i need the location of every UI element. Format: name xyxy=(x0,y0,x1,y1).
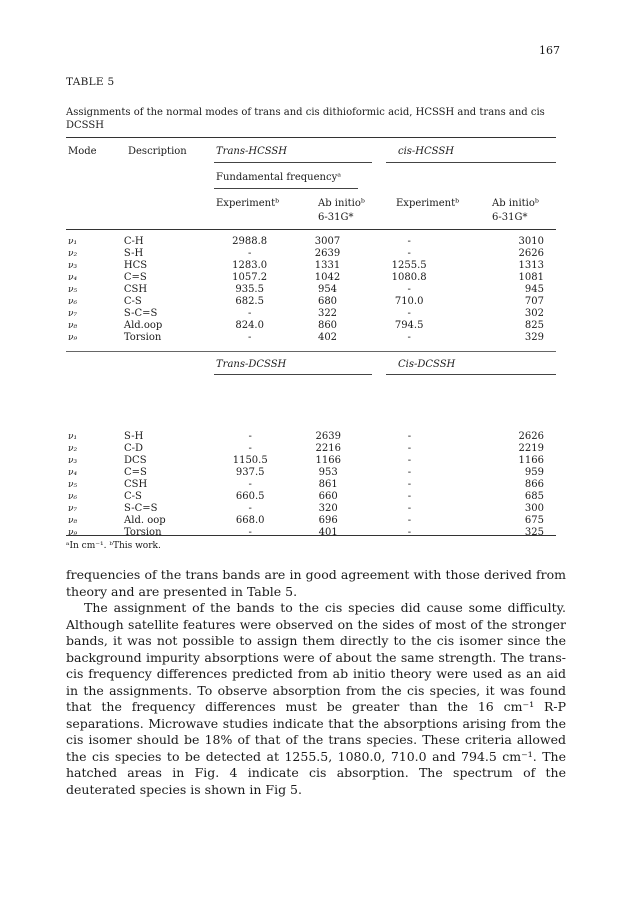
cis-abinitio-cell: 1081 xyxy=(518,272,544,283)
trans-experiment-cell: - xyxy=(247,308,252,319)
header-basis-trans: 6-31G* xyxy=(318,212,354,223)
cis-abinitio-cell: 1313 xyxy=(518,260,544,271)
group-rule-trans-dcssh xyxy=(214,374,372,375)
description-cell: DCS xyxy=(124,455,147,466)
trans-experiment-cell: 1057.2 xyxy=(232,272,268,283)
cis-experiment-cell: 794.5 xyxy=(394,320,424,331)
header-mode: Mode xyxy=(68,146,97,157)
header-cis-dcssh: Cis-DCSSH xyxy=(398,359,456,370)
table-row xyxy=(66,443,556,455)
trans-experiment-cell: - xyxy=(248,503,252,514)
mode-cell: ν₅ xyxy=(68,285,78,295)
trans-experiment-cell: - xyxy=(247,248,252,259)
mode-cell: ν₂ xyxy=(68,444,78,454)
cis-experiment-cell: - xyxy=(407,284,411,295)
header-basis-cis: 6-31G* xyxy=(492,212,528,223)
group-rule-cis xyxy=(386,162,556,163)
trans-experiment-cell: 660.5 xyxy=(235,491,265,502)
cis-abinitio-cell: 2219 xyxy=(518,443,544,454)
description-cell: C-S xyxy=(123,296,142,307)
description-cell: S-C=S xyxy=(124,503,158,514)
cis-experiment-cell: - xyxy=(407,248,411,259)
trans-abinitio-cell: 954 xyxy=(317,284,338,295)
cis-experiment-cell: - xyxy=(407,431,412,442)
cis-abinitio-cell: 1166 xyxy=(518,455,544,466)
cis-abinitio-cell: 825 xyxy=(524,320,544,331)
description-cell: HCS xyxy=(123,260,148,271)
mode-cell: ν₇ xyxy=(68,309,78,319)
trans-abinitio-cell: 322 xyxy=(317,308,338,319)
dcssh-data-table xyxy=(66,431,556,539)
trans-abinitio-cell: 660 xyxy=(318,491,338,502)
mode-cell: ν₈ xyxy=(68,321,78,331)
header-trans-hcssh: Trans-HCSSH xyxy=(216,146,287,157)
table-caption: Assignments of the normal modes of trans and cis dithioformic acid, HCSSH and trans and cis DCSSH xyxy=(66,107,545,131)
page-number: 167 xyxy=(539,44,560,57)
fundamental-rule xyxy=(214,188,358,189)
paragraph-1: frequencies of the trans bands are in good agreement with those derived from theory and are presented in Table 5. xyxy=(66,567,566,599)
description-cell: Torsion xyxy=(123,332,162,343)
trans-abinitio-cell: 320 xyxy=(318,503,338,514)
mode-cell: ν₉ xyxy=(68,333,78,343)
table-row xyxy=(66,236,556,248)
description-cell: C-D xyxy=(124,443,144,454)
trans-abinitio-cell: 860 xyxy=(317,320,338,331)
mode-cell: ν₉ xyxy=(68,528,78,538)
description-cell: C-S xyxy=(124,491,142,502)
description-cell: S-H xyxy=(124,431,144,442)
header-cis-hcssh: cis-HCSSH xyxy=(398,146,454,157)
trans-abinitio-cell: 1042 xyxy=(314,272,341,283)
trans-abinitio-cell: 1166 xyxy=(315,455,341,466)
description-cell: S-C=S xyxy=(123,308,158,319)
trans-experiment-cell: 935.5 xyxy=(235,284,264,295)
table-row xyxy=(66,479,556,491)
description-cell: CSH xyxy=(124,479,148,490)
table-row xyxy=(66,431,556,443)
table-row xyxy=(66,284,556,296)
dcssh-rows xyxy=(66,431,556,539)
table-top-rule xyxy=(66,137,556,138)
cis-experiment-cell: - xyxy=(407,527,412,538)
trans-experiment-cell: - xyxy=(248,443,252,454)
section-rule xyxy=(66,351,556,352)
description-cell: Ald. oop xyxy=(124,515,166,526)
table-row xyxy=(66,491,556,503)
trans-abinitio-cell: 1331 xyxy=(314,260,341,271)
cis-experiment-cell: - xyxy=(407,467,412,478)
mode-cell: ν₁ xyxy=(68,237,78,247)
table-row xyxy=(66,467,556,479)
cis-abinitio-cell: 300 xyxy=(524,503,544,514)
mode-cell: ν₅ xyxy=(68,480,78,490)
cis-abinitio-cell: 2626 xyxy=(518,431,544,442)
header-fundamental-frequency: Fundamental frequencyᵃ xyxy=(216,172,342,183)
description-cell: S-H xyxy=(123,248,144,259)
header-experiment-cis: Experimentᵇ xyxy=(396,198,460,209)
mode-cell: ν₄ xyxy=(68,468,78,478)
header-description: Description xyxy=(128,146,187,157)
mode-cell: ν₂ xyxy=(68,249,78,259)
trans-abinitio-cell: 402 xyxy=(317,332,338,343)
cis-abinitio-cell: 959 xyxy=(524,467,544,478)
trans-experiment-cell: - xyxy=(247,332,252,343)
cis-experiment-cell: - xyxy=(407,236,411,247)
cis-abinitio-cell: 675 xyxy=(524,515,544,526)
cis-abinitio-cell: 685 xyxy=(524,491,544,502)
mode-cell: ν₁ xyxy=(68,432,78,442)
table-row xyxy=(66,455,556,467)
trans-abinitio-cell: 953 xyxy=(318,467,338,478)
cis-experiment-cell: - xyxy=(407,308,411,319)
trans-experiment-cell: 2988.8 xyxy=(232,236,268,247)
trans-experiment-cell: - xyxy=(248,527,252,538)
trans-experiment-cell: 682.5 xyxy=(235,296,264,307)
table-row xyxy=(66,272,556,284)
cis-experiment-cell: - xyxy=(407,332,411,343)
description-cell: CSH xyxy=(123,284,148,295)
table-row xyxy=(66,320,556,332)
cis-experiment-cell: - xyxy=(407,491,412,502)
hcssh-data-table xyxy=(66,236,556,344)
trans-abinitio-cell: 401 xyxy=(318,527,338,538)
trans-abinitio-cell: 2639 xyxy=(315,431,341,442)
group-rule-trans xyxy=(214,162,372,163)
table-bottom-rule xyxy=(66,535,556,536)
table-row xyxy=(66,308,556,320)
mode-cell: ν₆ xyxy=(68,492,78,502)
body-text xyxy=(66,567,566,798)
table-row xyxy=(66,260,556,272)
cis-experiment-cell: 710.0 xyxy=(394,296,424,307)
table-row xyxy=(66,527,556,539)
cis-experiment-cell: 1255.5 xyxy=(391,260,427,271)
table-footnote: ᵃIn cm⁻¹. ᵇThis work. xyxy=(66,541,161,551)
header-abinitio-cis: Ab initioᵇ xyxy=(492,198,539,209)
mode-cell: ν₄ xyxy=(68,273,78,283)
header-trans-dcssh: Trans-DCSSH xyxy=(216,359,287,370)
cis-experiment-cell: - xyxy=(407,479,412,490)
mode-cell: ν₇ xyxy=(68,504,78,514)
trans-experiment-cell: - xyxy=(248,479,252,490)
trans-abinitio-cell: 680 xyxy=(317,296,338,307)
table-row xyxy=(66,296,556,308)
trans-experiment-cell: 668.0 xyxy=(235,515,265,526)
cis-experiment-cell: - xyxy=(407,455,412,466)
cis-abinitio-cell: 866 xyxy=(524,479,544,490)
trans-abinitio-cell: 2216 xyxy=(315,443,341,454)
cis-experiment-cell: 1080.8 xyxy=(391,272,427,283)
description-cell: C=S xyxy=(123,272,147,283)
mode-cell: ν₃ xyxy=(68,456,78,466)
header-experiment-trans: Experimentᵇ xyxy=(216,198,280,209)
cis-abinitio-cell: 945 xyxy=(524,284,544,295)
cis-abinitio-cell: 707 xyxy=(524,296,544,307)
mode-cell: ν₈ xyxy=(68,516,78,526)
trans-experiment-cell: 824.0 xyxy=(235,320,264,331)
trans-abinitio-cell: 2639 xyxy=(314,248,341,259)
header-abinitio-trans: Ab initioᵇ xyxy=(318,198,365,209)
mode-cell: ν₃ xyxy=(68,261,78,271)
cis-experiment-cell: - xyxy=(407,503,412,514)
table-row xyxy=(66,248,556,260)
cis-abinitio-cell: 325 xyxy=(524,527,544,538)
trans-abinitio-cell: 3007 xyxy=(314,236,341,247)
description-cell: C=S xyxy=(124,467,147,478)
table-row xyxy=(66,332,556,344)
cis-experiment-cell: - xyxy=(407,515,412,526)
cis-abinitio-cell: 2626 xyxy=(518,248,544,259)
trans-experiment-cell: 1283.0 xyxy=(232,260,268,271)
mode-cell: ν₆ xyxy=(68,297,78,307)
header-bottom-rule xyxy=(66,229,556,230)
trans-experiment-cell: 937.5 xyxy=(235,467,265,478)
table-row xyxy=(66,515,556,527)
trans-abinitio-cell: 861 xyxy=(318,479,338,490)
trans-experiment-cell: - xyxy=(248,431,252,442)
table-label: TABLE 5 xyxy=(66,76,115,88)
description-cell: C-H xyxy=(123,236,144,247)
table-row xyxy=(66,503,556,515)
description-cell: Torsion xyxy=(124,527,162,538)
description-cell: Ald.oop xyxy=(123,320,163,331)
cis-abinitio-cell: 302 xyxy=(524,308,544,319)
hcssh-rows xyxy=(66,236,556,344)
trans-experiment-cell: 1150.5 xyxy=(232,455,268,466)
cis-experiment-cell: - xyxy=(407,443,412,454)
trans-abinitio-cell: 696 xyxy=(318,515,338,526)
cis-abinitio-cell: 3010 xyxy=(518,236,544,247)
cis-abinitio-cell: 329 xyxy=(524,332,544,343)
group-rule-cis-dcssh xyxy=(386,374,556,375)
paragraph-2: The assignment of the bands to the cis species did cause some difficulty. Although satellite features were observed on the sides of most of the stronger bands, it was not possible to assign them directly to the cis isomer since the background impurity absorptions were of about the same strength. The trans-cis frequency differences predicted from ab initio theory were used as an aid in the assignments. To observe absorption from the cis species, it was found that the frequency differences must be greater than the 16 cm⁻¹ R-P separations. Microwave studies indicate that the absorptions arising from the cis isomer should be 18% of that of the trans species. These criteria allowed the cis species to be detected at 1255.5, 1080.0, 710.0 and 794.5 cm⁻¹. The hatched areas in Fig. 4 indicate cis absorption. The spectrum of the deuterated species is shown in Fig 5. xyxy=(66,600,566,797)
